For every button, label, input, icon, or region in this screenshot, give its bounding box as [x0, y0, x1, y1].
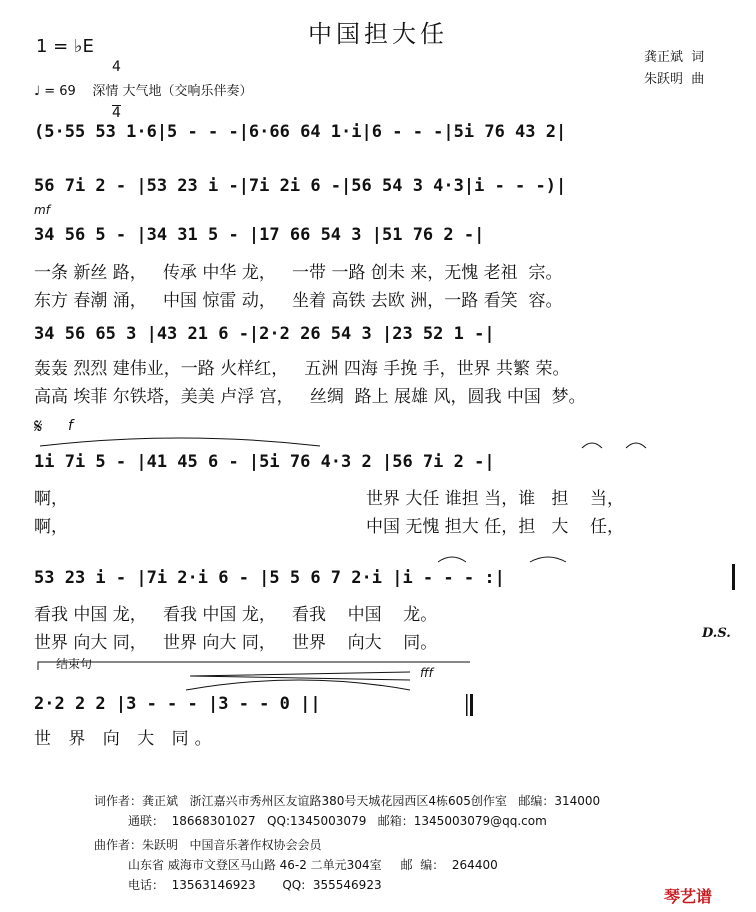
ending-bracket: [38, 662, 470, 670]
chorus-slur: [40, 438, 320, 446]
segno-sign: 𝄋: [34, 414, 43, 438]
lyric-chorus2: 中国 无愧 担大 任，担 大 任，: [366, 517, 625, 537]
footer-composer-address: 山东省 威海市文登区马山路 46-2 二单元304室 邮 编： 264400: [128, 858, 498, 872]
dynamic-f: f: [68, 418, 73, 434]
lyric-chorus3: 看我 中国 龙， 看我 中国 龙， 看我 中国 龙。: [34, 605, 438, 625]
notation-line-5: 1i 7i 5 - |41 45 6 - |5i 76 4·3 2 |56 7i 2 -|: [34, 452, 495, 472]
lyric-chorus1: 世界 大任 谁担 当，谁 担 当，: [366, 489, 625, 509]
crescendo-hairpin: [190, 672, 410, 680]
notation-line-6: 53 23 i - |7i 2·i 6 - |5 5 6 7 2·i |i - - - :|: [34, 568, 505, 588]
notation-line-7: 2·2 2 2 |3 - - - |3 - - 0 ||: [34, 694, 321, 714]
lyric-chorus1-ah: 啊，: [34, 489, 68, 509]
notation-line-3: 34 56 5 - |34 31 5 - |17 66 54 3 |51 76 2 -|: [34, 225, 485, 245]
final-bar-thin: [466, 694, 468, 716]
lyric-chorus2-ah: 啊，: [34, 517, 68, 537]
notation-line-2: 56 7i 2 - |53 23 i -|7i 2i 6 -|56 54 3 4·3|i - - -)|: [34, 176, 567, 196]
ds-marking: D.S.: [702, 626, 731, 641]
key-signature: 1 = ♭E: [36, 36, 94, 57]
footer-lyricist: 词作者：龚正斌 浙江嘉兴市秀州区友谊路380号天城花园西区4栋605创作室 邮编：314000: [94, 794, 601, 808]
footer-composer-contact: 电话： 13563146923 QQ: 355546923: [128, 878, 382, 892]
lyric-verse1-b: 轰轰 烈烈 建伟业，一路 火样红， 五洲 四海 手挽 手，世界 共繁 荣。: [34, 359, 570, 379]
tie-56b: [438, 557, 466, 562]
tie-2i: [530, 557, 566, 562]
footer-lyricist-contact: 通联： 18668301027 QQ:1345003079 邮箱：1345003079@qq.com: [128, 814, 547, 828]
site-logo: 琴艺谱: [664, 887, 713, 906]
tie-56: [582, 443, 602, 448]
footer-composer: 曲作者：朱跃明 中国音乐著作权协会会员: [94, 838, 322, 852]
final-bar-thick: [470, 694, 473, 716]
ending-label: 结束句: [56, 657, 93, 671]
time-signature-bottom: 4: [112, 105, 121, 121]
tempo-marking: ♩ = 69 深情 大气地（交响乐伴奏）: [34, 84, 253, 99]
repeat-bar: [732, 564, 735, 590]
dynamic-mf: mf: [34, 203, 50, 217]
composer-credit: 朱跃明 曲: [644, 72, 705, 87]
tie-7i: [626, 443, 646, 448]
dynamic-fff: fff: [420, 666, 433, 680]
lyric-chorus4: 世界 向大 同， 世界 向大 同， 世界 向大 同。: [34, 633, 438, 653]
lyric-verse2-b: 高高 埃菲 尔铁塔，美美 卢浮 宫， 丝绸 路上 展雄 风，圆我 中国 梦。: [34, 387, 586, 407]
lyric-verse2-a: 东方 春潮 涌， 中国 惊雷 动， 坐着 高铁 去欧 洲，一路 看笑 容。: [34, 291, 563, 311]
song-title: 中国担大任: [308, 20, 448, 48]
lyricist-credit: 龚正斌 词: [644, 50, 705, 65]
notation-line-4: 34 56 65 3 |43 21 6 -|2·2 26 54 3 |23 52 1 -|: [34, 324, 495, 344]
time-signature-top: 4: [112, 59, 121, 75]
notation-line-1: (5·55 53 1·6|5 - - -|6·66 64 1·i|6 - - -|5i 76 43 2|: [34, 122, 567, 142]
ending-slur: [186, 680, 410, 690]
lyric-verse1-a: 一条 新丝 路， 传承 中华 龙， 一带 一路 创未 来，无愧 老祖 宗。: [34, 263, 563, 283]
lyric-ending: 世 界 向 大 同。: [34, 729, 218, 749]
